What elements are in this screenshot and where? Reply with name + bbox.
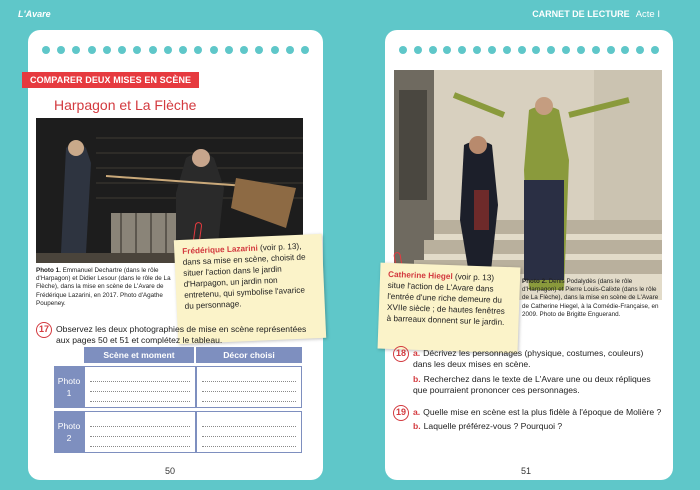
question-18-a: a. Décrivez les personnages (physique, costumes, couleurs) dans les deux mises en scène. (413, 348, 644, 369)
running-header-act: Acte I (635, 9, 660, 20)
note-text: dans sa mise en scène, choisit de situer l'action dans le jardin d'Harpagon, un jardin non entretenu, qui symbolise l'avarice du personnage. (182, 252, 306, 311)
question-17-text: Observez les deux photographies de mise en scène représentées aux pages 50 et 51 et complétez le tableau. (56, 324, 307, 345)
photo-2-caption (522, 278, 662, 319)
binder-hole (225, 46, 233, 54)
binder-hole (503, 46, 511, 54)
binder-hole (103, 46, 111, 54)
table-header (84, 347, 302, 363)
binder-hole (301, 46, 309, 54)
question-19-a: a. Quelle mise en scène est la plus fidèle à l'époque de Molière ? (413, 407, 662, 417)
note-text: situe l'action de L'Avare dans l'entrée d'une riche demeure du XVIIe siècle ; de hautes fenêtres à barreaux donnent sur le jardin. (386, 280, 505, 327)
binder-hole (133, 46, 141, 54)
binder-hole (518, 46, 526, 54)
running-header-left: L'Avare (18, 9, 51, 19)
binder-hole (577, 46, 585, 54)
binder-hole (636, 46, 644, 54)
binder-hole (164, 46, 172, 54)
binder-hole (72, 46, 80, 54)
binder-hole (57, 46, 65, 54)
right-page (385, 30, 673, 480)
photo-2-label: Photo 2. (522, 278, 547, 285)
photo-1-text: Emmanuel Dechartre (dans le rôle d'Harpagon) et Didier Lesour (dans le rôle de La Flèche), dans la mise en scène de L'Avare de Frédérique Lazarini, en 2017. Photo d'Agathe Poupeney. (36, 267, 171, 307)
table-header-scene: Scène et moment (84, 347, 196, 363)
binder-hole (118, 46, 126, 54)
question-19-number: 19 (393, 405, 409, 421)
binder-hole (473, 46, 481, 54)
binder-hole (255, 46, 263, 54)
running-header-right (532, 9, 660, 20)
binder-hole (651, 46, 659, 54)
note-name: Catherine Hiegel (387, 269, 453, 282)
binder-hole (179, 46, 187, 54)
binder-hole (607, 46, 615, 54)
question-17-number: 17 (36, 322, 52, 338)
photo-2-text: Denis Podalydès (dans le rôle d'Harpagon) et Pierre Louis-Calixte (dans le rôle de La Flèche), dans la mise en scène de L'Avare de Catherine Hiegel, à la Comédie-Française, en 2009. Photo de Brigitte Enguerand. (522, 278, 659, 318)
binder-hole (532, 46, 540, 54)
note-name: Frédérique Lazarini (182, 243, 258, 256)
table-row (54, 366, 302, 408)
binder-hole (429, 46, 437, 54)
row-label-photo-2: Photo 2 (54, 411, 84, 453)
binder-holes (42, 46, 309, 56)
photo-1-label: Photo 1. (36, 267, 61, 274)
note-ref: (voir p. 13) (454, 272, 495, 283)
note-hiegel (378, 263, 521, 354)
binder-hole (592, 46, 600, 54)
section-title: Harpagon et La Flèche (54, 97, 197, 113)
photo-1-caption (36, 267, 172, 308)
comparison-table (54, 347, 302, 453)
page-number-right: 51 (521, 466, 532, 476)
table-header-decor: Décor choisi (196, 347, 302, 363)
question-19-b: b. Laquelle préférez-vous ? Pourquoi ? (413, 421, 563, 431)
row-label-photo-1: Photo 1 (54, 366, 84, 408)
running-header-title: CARNET DE LECTURE (532, 9, 630, 19)
binder-hole (88, 46, 96, 54)
binder-hole (42, 46, 50, 54)
binder-hole (271, 46, 279, 54)
answer-cell-decor-1[interactable] (196, 366, 302, 408)
binder-hole (621, 46, 629, 54)
question-18-b: b. Recherchez dans le texte de L'Avare une ou deux répliques que pourraient prononcer ces personnages. (413, 374, 651, 395)
question-18-number: 18 (393, 346, 409, 362)
binder-hole (194, 46, 202, 54)
binder-hole (488, 46, 496, 54)
answer-cell-scene-1[interactable] (84, 366, 196, 408)
binder-hole (414, 46, 422, 54)
page-number-left: 50 (165, 466, 176, 476)
binder-hole (562, 46, 570, 54)
binder-hole (443, 46, 451, 54)
binder-hole (458, 46, 466, 54)
answer-cell-scene-2[interactable] (84, 411, 196, 453)
left-page (28, 30, 323, 480)
answer-cell-decor-2[interactable] (196, 411, 302, 453)
binder-hole (210, 46, 218, 54)
binder-holes (399, 46, 659, 56)
binder-hole (240, 46, 248, 54)
section-banner: COMPARER DEUX MISES EN SCÈNE (22, 72, 199, 88)
note-ref: (voir p. 13), (259, 241, 302, 253)
binder-hole (286, 46, 294, 54)
binder-hole (399, 46, 407, 54)
binder-hole (547, 46, 555, 54)
table-row (54, 411, 302, 453)
binder-hole (149, 46, 157, 54)
